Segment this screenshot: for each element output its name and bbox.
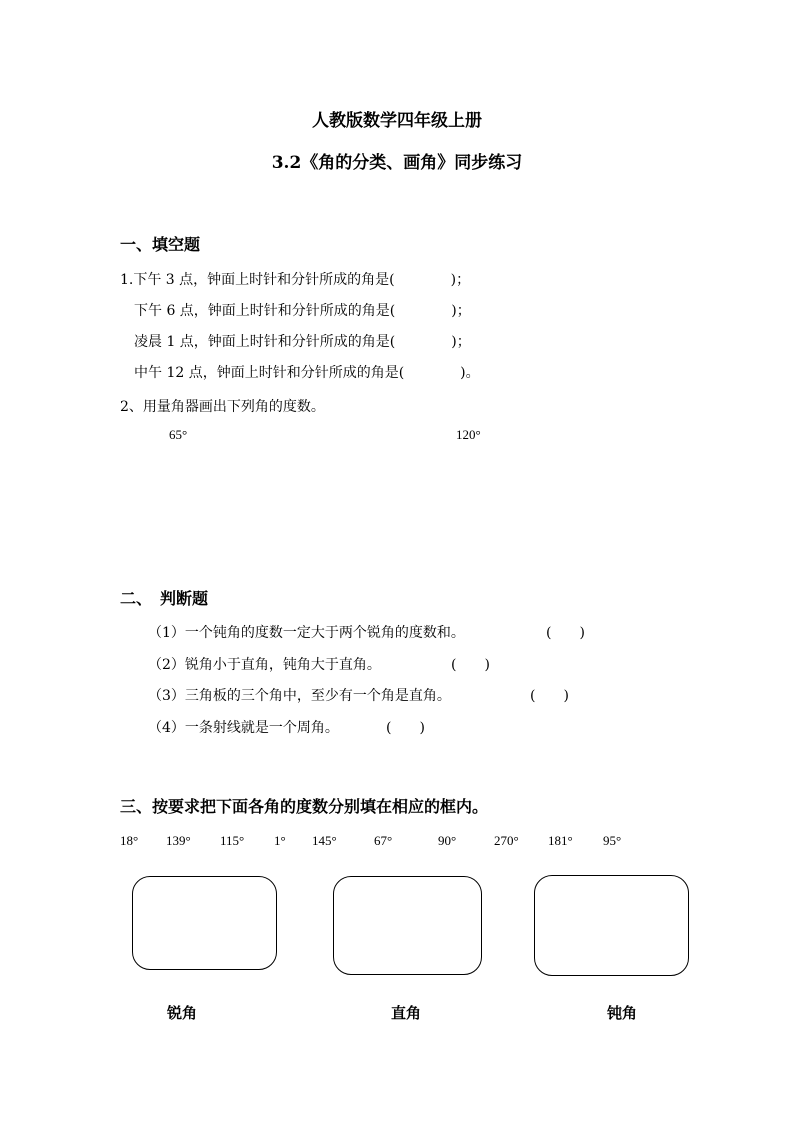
section-3-heading: 三、按要求把下面各角的度数分别填在相应的框内。 bbox=[120, 797, 489, 816]
acute-angle-box[interactable] bbox=[132, 876, 277, 970]
judge-bracket-1[interactable]: ( ) bbox=[546, 625, 585, 641]
degree-value: 115° bbox=[220, 833, 245, 848]
judge-bracket-4[interactable]: ( ) bbox=[386, 720, 425, 736]
q1-line-1: 1.下午 3 点，钟面上时针和分针所成的角是( )； bbox=[120, 272, 471, 288]
obtuse-angle-label: 钝角 bbox=[607, 1004, 638, 1022]
degree-value: 67° bbox=[374, 833, 393, 848]
judge-item-1: （1）一个钝角的度数一定大于两个锐角的度数和。 bbox=[148, 625, 465, 641]
degree-value: 95° bbox=[603, 833, 622, 848]
judge-bracket-3[interactable]: ( ) bbox=[530, 688, 569, 704]
section-1-heading: 一、填空题 bbox=[120, 235, 201, 254]
right-angle-box[interactable] bbox=[333, 876, 482, 975]
degree-value: 181° bbox=[548, 833, 573, 848]
judge-item-2: （2）锐角小于直角，钝角大于直角。 bbox=[148, 657, 381, 673]
judge-item-3: （3）三角板的三个角中，至少有一个角是直角。 bbox=[148, 688, 451, 704]
judge-bracket-2[interactable]: ( ) bbox=[451, 657, 490, 673]
q1-line-3: 凌晨 1 点，钟面上时针和分针所成的角是( )； bbox=[134, 334, 471, 350]
angle-65: 65° bbox=[169, 427, 188, 442]
degree-value: 270° bbox=[494, 833, 519, 848]
degree-value: 139° bbox=[166, 833, 191, 848]
acute-angle-label: 锐角 bbox=[167, 1004, 198, 1022]
section-2-heading: 二、 判断题 bbox=[120, 589, 209, 608]
q1-line-2: 下午 6 点，钟面上时针和分针所成的角是( )； bbox=[134, 303, 471, 319]
q2-text: 2、用量角器画出下列角的度数。 bbox=[120, 399, 325, 415]
degree-value: 145° bbox=[312, 833, 337, 848]
judge-item-4: （4）一条射线就是一个周角。 bbox=[148, 720, 339, 736]
angle-120: 120° bbox=[456, 427, 481, 442]
degree-value: 90° bbox=[438, 833, 457, 848]
obtuse-angle-box[interactable] bbox=[534, 875, 689, 976]
q1-line-4: 中午 12 点，钟面上时针和分针所成的角是( )。 bbox=[134, 365, 480, 381]
page-subtitle: 3.2《角的分类、画角》同步练习 bbox=[271, 153, 523, 173]
degree-value: 1° bbox=[274, 833, 286, 848]
degree-value: 18° bbox=[120, 833, 139, 848]
page-title: 人教版数学四年级上册 bbox=[312, 111, 482, 131]
right-angle-label: 直角 bbox=[391, 1004, 422, 1022]
